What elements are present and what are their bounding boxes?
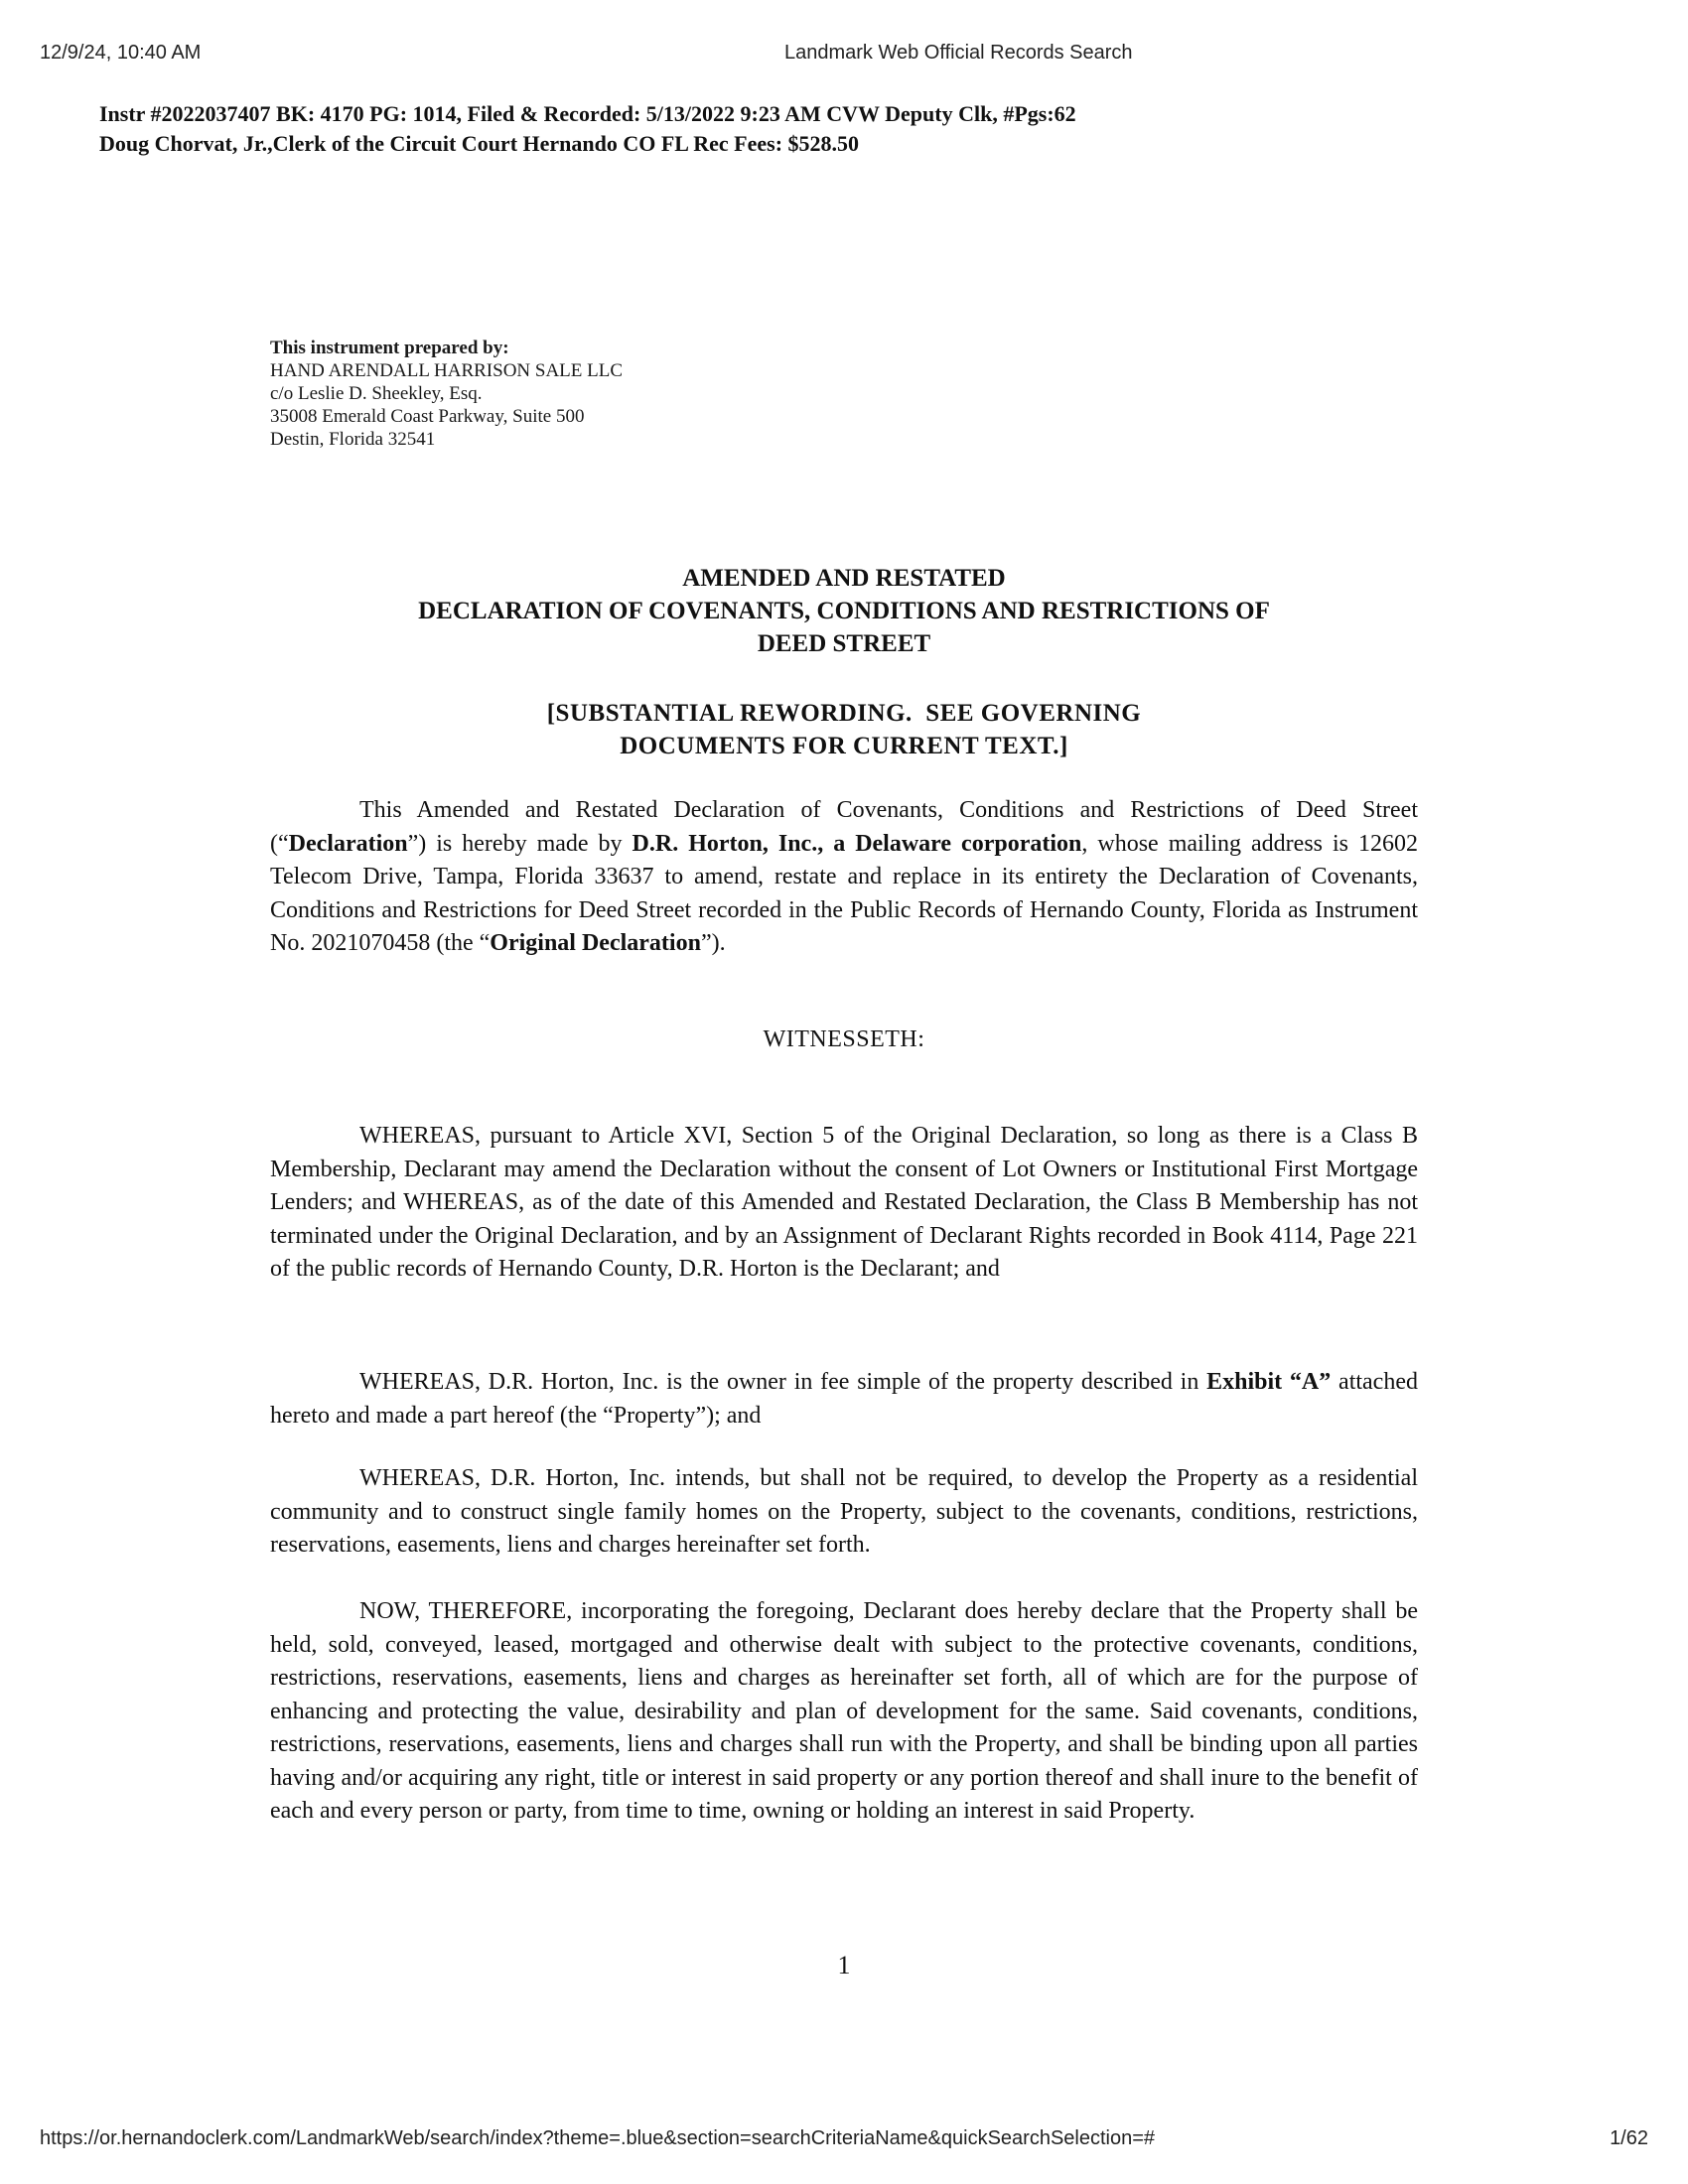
document-subtitle-line-2: DOCUMENTS FOR CURRENT TEXT.] [620,733,1068,759]
print-footer-page-count: 1/62 [1610,2127,1648,2149]
print-header-datetime: 12/9/24, 10:40 AM [40,42,202,64]
document-title [270,562,1418,660]
intro-text-2: ”) is hereby made by [407,830,633,857]
whereas-2-text-2: attached hereto and made a part hereof (the “Property”); and [270,1369,1418,1429]
intro-text-3: , whose mailing address is 12602 Telecom Drive, Tampa, Florida 33637 to amend, restate and replace in its entirety the Declaration of Covenants, Conditions and Restrictions for Deed Street recorded in the Public Records of Hernando County, Florida as Instrument No. 2021070458 (the “ [270,830,1418,956]
prepared-by-attention: c/o Leslie D. Sheekley, Esq. [270,383,483,404]
whereas-3-text: WHEREAS, D.R. Horton, Inc. intends, but shall not be required, to develop the Property as a residential community and to construct single family homes on the Property, subject to the covenants, conditions, restrictions, reservations, easements, liens and charges hereinafter set forth. [270,1465,1418,1558]
recording-stamp [99,99,1076,159]
whereas-paragraph-1 [270,1120,1418,1287]
prepared-by-firm: HAND ARENDALL HARRISON SALE LLC [270,360,624,381]
whereas-paragraph-3 [270,1462,1418,1563]
whereas-paragraph-2 [270,1366,1418,1433]
now-therefore-text: NOW, THEREFORE, incorporating the foregoing, Declarant does hereby declare that the Property shall be held, sold, conveyed, leased, mortgaged and otherwise dealt with subject to the protective covenants, conditions, restrictions, reservations, easements, liens and charges as hereinafter set forth, all of which are for the purpose of enhancing and protecting the value, desirability and plan of development for the same. Said covenants, conditions, restrictions, reservations, easements, liens and charges shall run with the Property, and shall be binding upon all parties having and/or acquiring any right, title or interest in said property or any portion thereof and shall inure to the benefit of each and every person or party, from time to time, owning or holding an interest in said Property. [270,1598,1418,1824]
recording-stamp-line-2: Doug Chorvat, Jr.,Clerk of the Circuit Court Hernando CO FL Rec Fees: $528.50 [99,131,860,156]
document-title-line-3: DEED STREET [757,630,931,657]
document-subtitle-line-1: [SUBSTANTIAL REWORDING. SEE GOVERNING [546,700,1142,727]
whereas-2-exhibit-reference: Exhibit “A” [1206,1369,1332,1395]
prepared-by-block [270,337,623,451]
document-title-line-2: DECLARATION OF COVENANTS, CONDITIONS AND RESTRICTIONS OF [418,598,1270,624]
intro-defined-term-declaration: Declaration [288,830,408,857]
intro-declarant-name: D.R. Horton, Inc., a Delaware corporation [632,830,1082,857]
intro-defined-term-original-declaration: Original Declaration [490,930,701,956]
document-subtitle [270,697,1418,762]
prepared-by-street: 35008 Emerald Coast Parkway, Suite 500 [270,406,585,427]
intro-paragraph [270,794,1418,961]
intro-text-1: This Amended and Restated Declaration of Covenants, Conditions and Restrictions of Deed Street (“ [270,797,1418,857]
intro-text-4: ”). [700,930,726,956]
prepared-by-city: Destin, Florida 32541 [270,429,436,450]
print-header-page-title: Landmark Web Official Records Search [784,42,1133,64]
now-therefore-paragraph [270,1595,1418,1829]
document-title-line-1: AMENDED AND RESTATED [682,565,1006,592]
prepared-by-heading: This instrument prepared by: [270,338,509,358]
recording-stamp-line-1: Instr #2022037407 BK: 4170 PG: 1014, Filed & Recorded: 5/13/2022 9:23 AM CVW Deputy Clk, #Pgs:62 [99,101,1076,126]
witnesseth-heading: WITNESSETH: [763,1026,925,1052]
print-footer-url: https://or.hernandoclerk.com/LandmarkWeb/search/index?theme=.blue&section=searchCriteriaName&quickSearchSelection=# [40,2127,1156,2149]
whereas-1-text: WHEREAS, pursuant to Article XVI, Section 5 of the Original Declaration, so long as there is a Class B Membership, Declarant may amend the Declaration without the consent of Lot Owners or Institutional First Mortgage Lenders; and WHEREAS, as of the date of this Amended and Restated Declaration, the Class B Membership has not terminated under the Original Declaration, and by an Assignment of Declarant Rights recorded in Book 4114, Page 221 of the public records of Hernando County, D.R. Horton is the Declarant; and [270,1123,1418,1282]
page-number: 1 [837,1951,851,1979]
whereas-2-text-1: WHEREAS, D.R. Horton, Inc. is the owner in fee simple of the property described in [359,1369,1207,1395]
